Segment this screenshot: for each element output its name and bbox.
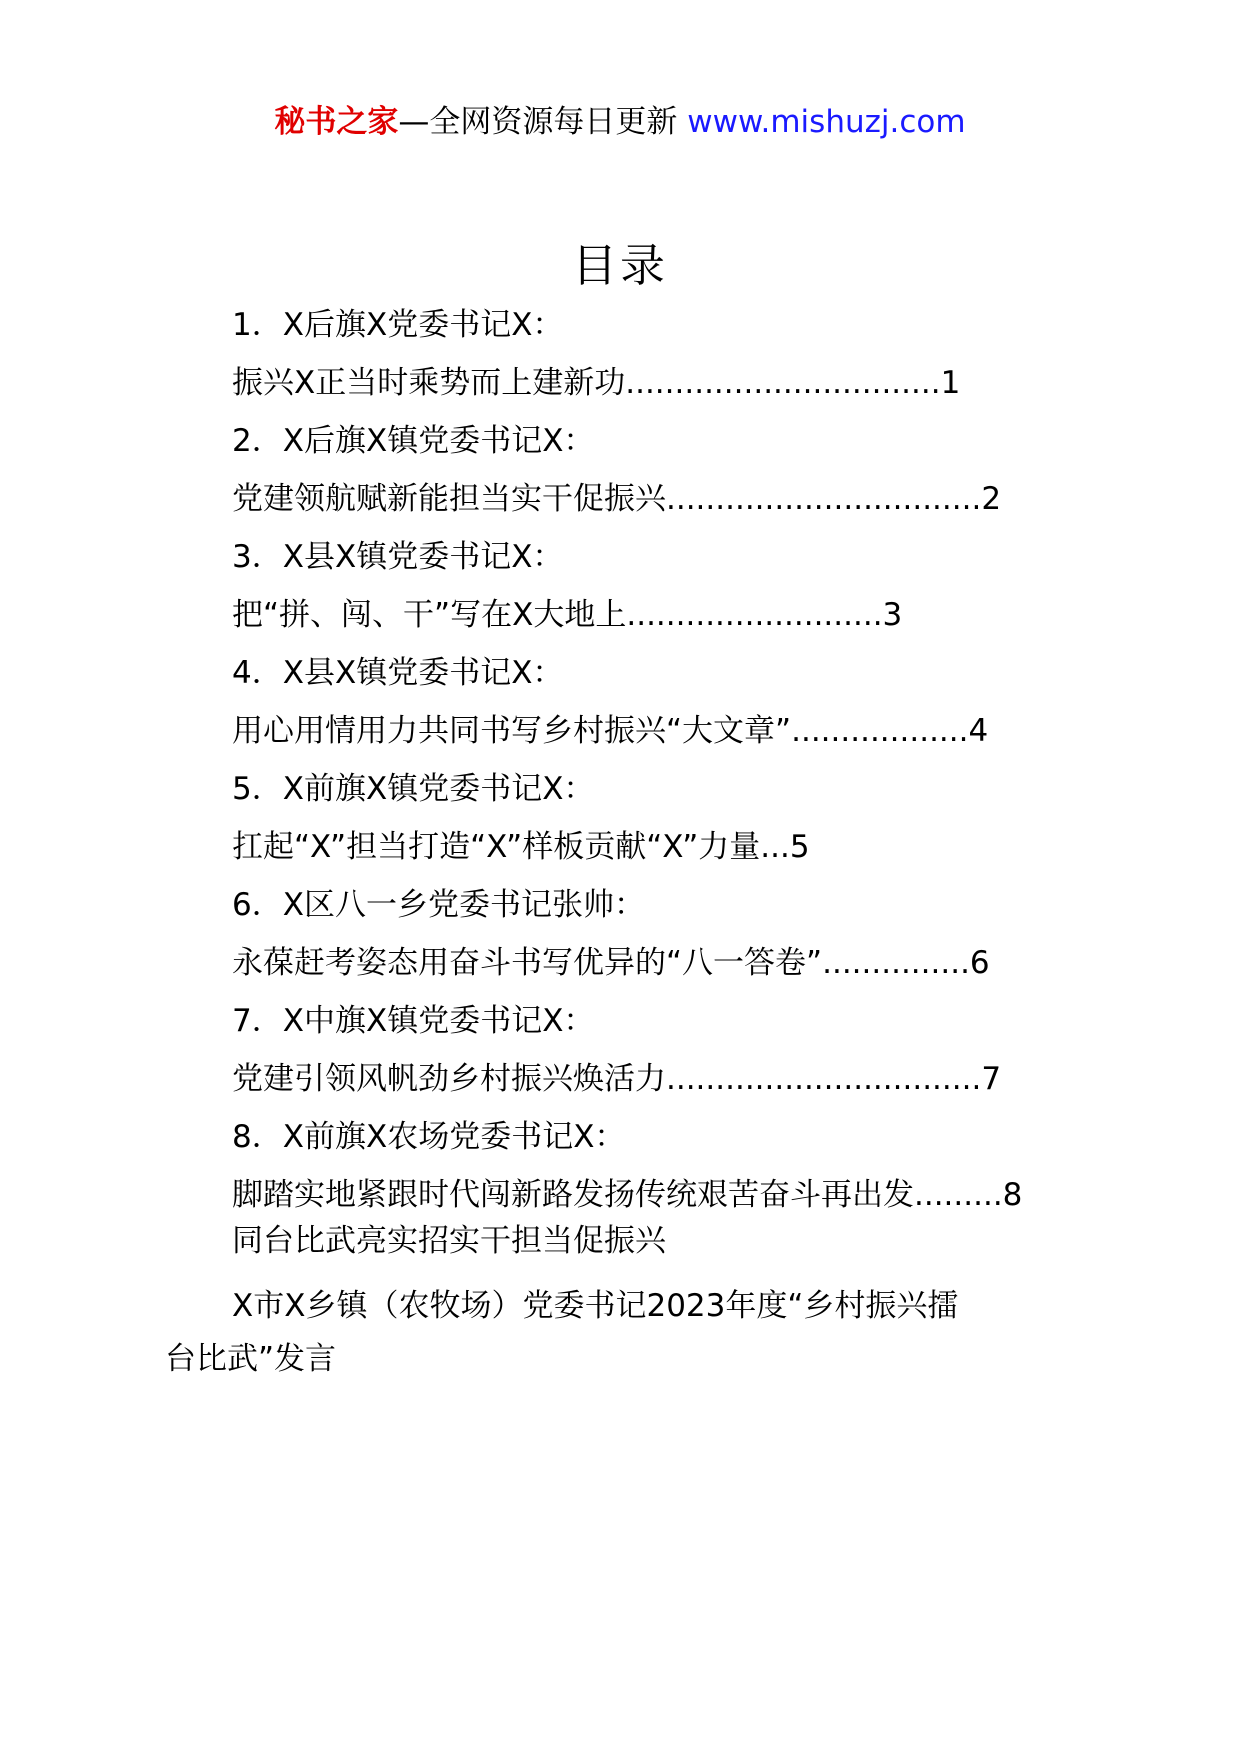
banner-url-link[interactable]: www.mishuzj.com: [687, 104, 966, 140]
banner-slogan: —全网资源每日更新: [398, 104, 678, 140]
toc-entry-2-title[interactable]: 党建领航赋新能担当实干促振兴................................2: [232, 481, 1002, 517]
toc-entry-5-title[interactable]: 扛起“X”担当打造“X”样板贡献“X”力量...5: [232, 829, 810, 865]
toc-title: 目录: [571, 239, 668, 292]
toc-entry-5-heading: 5．X前旗X镇党委书记X：: [232, 771, 595, 807]
toc-entry-4-heading: 4．X县X镇党委书记X：: [232, 655, 564, 691]
toc-entry-3-heading: 3．X县X镇党委书记X：: [232, 539, 564, 575]
toc-entry-8-heading: 8．X前旗X农场党委书记X：: [232, 1119, 626, 1155]
toc-entry-4-title[interactable]: 用心用情用力共同书写乡村振兴“大文章”..................4: [232, 713, 989, 749]
toc-entry-8-title[interactable]: 脚踏实地紧跟时代闯新路发扬传统艰苦奋斗再出发.........8: [232, 1177, 1023, 1213]
toc-entry-7-title[interactable]: 党建引领风帆劲乡村振兴焕活力................................7: [232, 1061, 1002, 1097]
banner-brand: 秘书之家: [274, 104, 399, 140]
toc-entry-7-heading: 7．X中旗X镇党委书记X：: [232, 1003, 595, 1039]
toc-entry-1-heading: 1．X后旗X党委书记X：: [232, 307, 564, 343]
toc-entry-1-title[interactable]: 振兴X正当时乘势而上建新功................................1: [232, 365, 961, 401]
toc-entry-6-heading: 6．X区八一乡党委书记张帅：: [232, 887, 645, 923]
toc-entry-6-title[interactable]: 永葆赶考姿态用奋斗书写优异的“八一答卷”...............6: [232, 945, 990, 981]
article-subtitle-line-1: X市X乡镇（农牧场）党委书记2023年度“乡村振兴擂: [232, 1288, 959, 1324]
toc-entry-2-heading: 2．X后旗X镇党委书记X：: [232, 423, 595, 459]
article-subtitle-line-2: 台比武”发言: [165, 1341, 337, 1377]
site-banner: [0, 100, 1240, 144]
article-title: 同台比武亮实招实干担当促振兴: [232, 1223, 666, 1259]
toc-entry-3-title[interactable]: 把“拼、闯、干”写在X大地上..........................3: [232, 597, 903, 633]
